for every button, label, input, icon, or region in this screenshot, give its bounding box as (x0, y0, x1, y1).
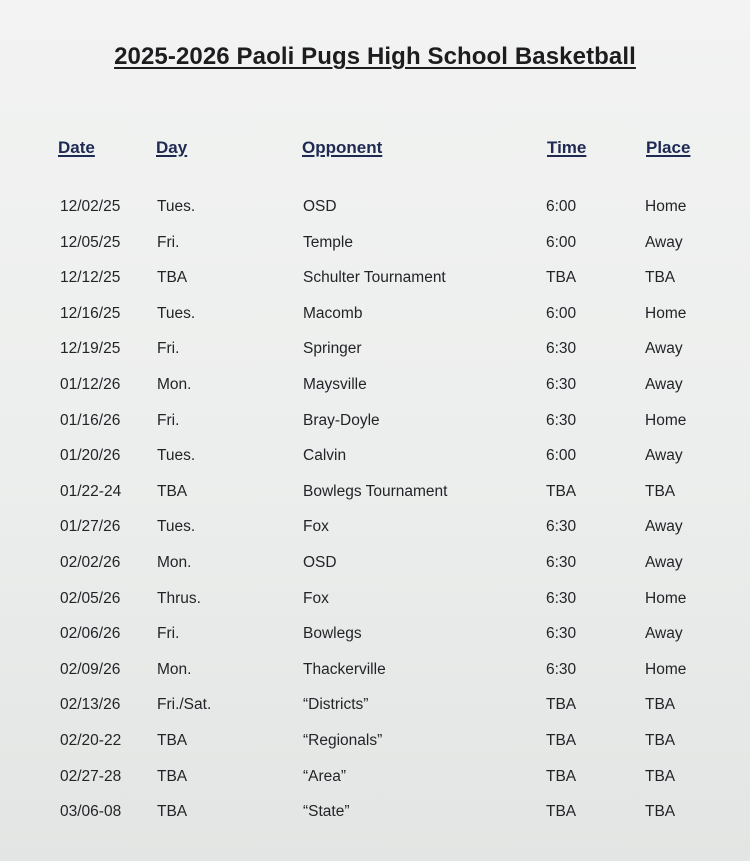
table-row (0, 232, 750, 268)
column-header-day: Day (156, 138, 188, 157)
place-cell: Home (645, 589, 687, 607)
place-cell: TBA (645, 731, 676, 749)
table-row (0, 659, 750, 695)
date-cell: 01/12/26 (60, 375, 121, 393)
opponent-cell: Thackerville (303, 660, 386, 678)
place-cell: Away (645, 447, 683, 465)
opponent-cell: Calvin (303, 447, 347, 465)
opponent-cell: Bowlegs (303, 625, 362, 643)
time-cell: 6:00 (546, 198, 577, 215)
date-cell: 01/22-24 (60, 482, 122, 500)
table-row (0, 552, 750, 588)
place-cell: Away (645, 625, 683, 643)
table-row (0, 588, 750, 624)
opponent-cell: Bowlegs Tournament (303, 482, 448, 500)
day-cell: Fri. (157, 340, 180, 358)
place-cell: Away (645, 518, 683, 536)
day-cell: Mon. (157, 553, 192, 571)
place-cell: TBA (645, 482, 676, 500)
day-cell: TBA (157, 482, 188, 500)
date-cell: 02/27-28 (60, 767, 122, 785)
place-cell: Away (645, 233, 683, 251)
place-cell: TBA (645, 767, 676, 785)
day-cell: Tues. (157, 198, 196, 215)
opponent-cell: Schulter Tournament (303, 269, 446, 287)
day-cell: Tues. (157, 304, 196, 322)
time-cell: 6:30 (546, 625, 577, 643)
column-header-date: Date (58, 138, 95, 157)
time-cell: TBA (546, 269, 577, 287)
date-cell: 12/19/25 (60, 340, 121, 358)
table-row (0, 338, 750, 374)
table-row (0, 694, 750, 730)
day-cell: Tues. (157, 518, 196, 536)
table-row (0, 196, 750, 232)
date-cell: 02/05/26 (60, 589, 121, 607)
column-header-place: Place (646, 138, 691, 157)
date-cell: 12/12/25 (60, 269, 121, 287)
table-row (0, 267, 750, 303)
table-row (0, 481, 750, 517)
date-cell: 12/16/25 (60, 304, 121, 322)
opponent-cell: “Districts” (303, 696, 369, 714)
date-cell: 01/16/26 (60, 411, 121, 429)
opponent-cell: OSD (303, 198, 337, 215)
place-cell: TBA (645, 696, 676, 714)
opponent-cell: “Regionals” (303, 731, 383, 749)
place-cell: Home (645, 304, 687, 322)
date-cell: 02/20-22 (60, 731, 122, 749)
opponent-cell: Springer (303, 340, 362, 358)
time-cell: TBA (546, 731, 577, 749)
table-row (0, 801, 750, 837)
date-cell: 12/02/25 (60, 198, 121, 215)
time-cell: 6:30 (546, 660, 577, 678)
opponent-cell: Macomb (303, 304, 363, 322)
day-cell: TBA (157, 269, 188, 287)
time-cell: 6:30 (546, 589, 577, 607)
schedule-table (0, 196, 750, 837)
date-cell: 02/06/26 (60, 625, 121, 643)
opponent-cell: Fox (303, 589, 329, 607)
date-cell: 02/13/26 (60, 696, 121, 714)
time-cell: 6:30 (546, 553, 577, 571)
time-cell: TBA (546, 696, 577, 714)
date-cell: 01/27/26 (60, 518, 121, 536)
date-cell: 02/02/26 (60, 553, 121, 571)
date-cell: 03/06-08 (60, 803, 122, 821)
day-cell: Fri. (157, 233, 180, 251)
opponent-cell: “Area” (303, 767, 347, 785)
day-cell: Fri./Sat. (157, 696, 212, 714)
day-cell: Fri. (157, 625, 180, 643)
place-cell: Home (645, 198, 687, 215)
table-row (0, 445, 750, 481)
place-cell: Away (645, 553, 683, 571)
opponent-cell: Maysville (303, 375, 367, 393)
table-row (0, 374, 750, 410)
table-row (0, 303, 750, 339)
place-cell: Away (645, 340, 683, 358)
time-cell: 6:00 (546, 233, 577, 251)
day-cell: Thrus. (157, 589, 201, 607)
table-row (0, 623, 750, 659)
place-cell: TBA (645, 269, 676, 287)
time-cell: 6:00 (546, 447, 577, 465)
time-cell: TBA (546, 803, 577, 821)
opponent-cell: Temple (303, 233, 353, 251)
place-cell: TBA (645, 803, 676, 821)
day-cell: Mon. (157, 375, 192, 393)
opponent-cell: Fox (303, 518, 329, 536)
time-cell: TBA (546, 482, 577, 500)
time-cell: 6:30 (546, 411, 577, 429)
opponent-cell: OSD (303, 553, 337, 571)
opponent-cell: Bray-Doyle (303, 411, 380, 429)
date-cell: 02/09/26 (60, 660, 121, 678)
day-cell: TBA (157, 767, 188, 785)
place-cell: Home (645, 411, 687, 429)
opponent-cell: “State” (303, 803, 350, 821)
time-cell: TBA (546, 767, 577, 785)
time-cell: 6:00 (546, 304, 577, 322)
place-cell: Away (645, 375, 683, 393)
day-cell: Fri. (157, 411, 180, 429)
column-header-time: Time (547, 138, 587, 157)
date-cell: 12/05/25 (60, 233, 121, 251)
time-cell: 6:30 (546, 518, 577, 536)
table-row (0, 516, 750, 552)
place-cell: Home (645, 660, 687, 678)
day-cell: TBA (157, 731, 188, 749)
time-cell: 6:30 (546, 340, 577, 358)
table-row (0, 410, 750, 446)
day-cell: Mon. (157, 660, 192, 678)
date-cell: 01/20/26 (60, 447, 121, 465)
day-cell: TBA (157, 803, 188, 821)
table-row (0, 730, 750, 766)
page-title: 2025-2026 Paoli Pugs High School Basketball (114, 43, 636, 70)
day-cell: Tues. (157, 447, 196, 465)
column-header-opponent: Opponent (302, 138, 383, 157)
table-row (0, 766, 750, 802)
time-cell: 6:30 (546, 375, 577, 393)
